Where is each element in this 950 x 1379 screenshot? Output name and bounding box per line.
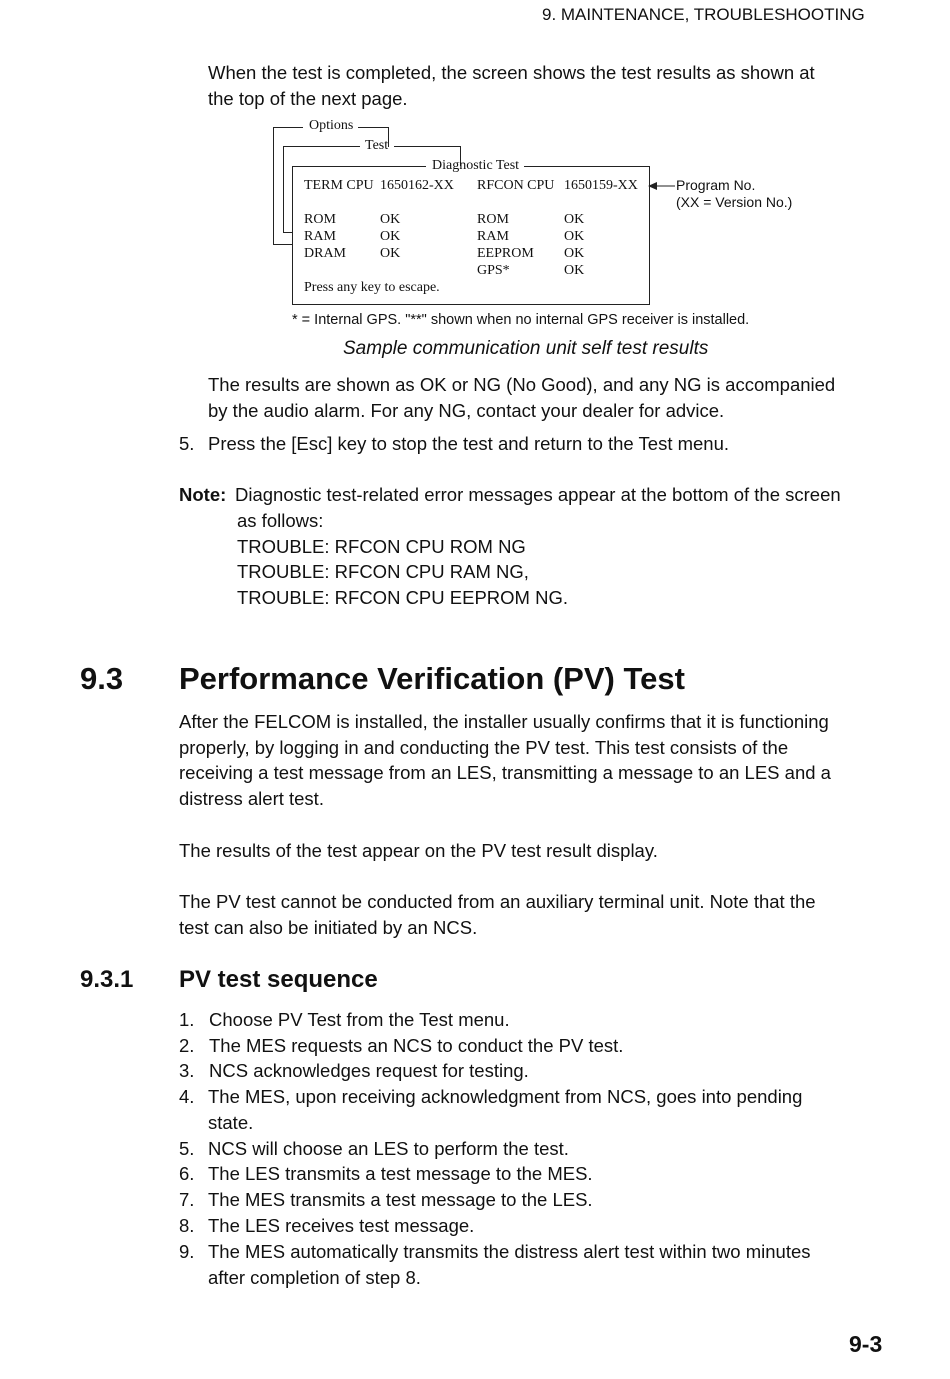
note-label: Note: [179, 484, 227, 505]
list-item-text: after completion of step 8. [208, 1267, 421, 1288]
list-item-text: The LES transmits a test message to the MES. [208, 1163, 593, 1184]
step-text: Press the [Esc] key to stop the test and return to the Test menu. [208, 433, 730, 454]
list-item-text: NCS acknowledges request for testing. [209, 1060, 529, 1081]
left-item-status: OK [380, 229, 401, 244]
subsection-number: 9.3.1 [80, 966, 134, 993]
right-item-status: OK [564, 263, 585, 278]
options-bracket-top [273, 127, 303, 128]
options-bracket-bottom [273, 244, 292, 245]
options-bracket-drop [388, 127, 389, 147]
list-item-text: state. [208, 1112, 254, 1133]
subsection-title: PV test sequence [179, 966, 378, 993]
list-item-text: The LES receives test message. [208, 1215, 475, 1236]
right-item-name: EEPROM [477, 246, 534, 261]
callout-program-no: Program No. [676, 177, 756, 193]
section-para-line: distress alert test. [179, 788, 324, 809]
results-line-2: by the audio alarm. For any NG, contact your dealer for advice. [208, 400, 725, 421]
running-header: 9. MAINTENANCE, TROUBLESHOOTING [542, 5, 865, 24]
box-top-left [292, 166, 426, 167]
note-line: TROUBLE: RFCON CPU EEPROM NG. [237, 587, 568, 608]
page-number: 9-3 [849, 1331, 883, 1357]
list-item-number: 7. [179, 1189, 195, 1210]
term-cpu-label: TERM CPU [304, 178, 374, 193]
diagnostic-title: Diagnostic Test [432, 158, 520, 173]
section-para-3-line: The PV test cannot be conducted from an auxiliary terminal unit. Note that the [179, 891, 816, 912]
list-item-text: The MES, upon receiving acknowledgment from NCS, goes into pending [208, 1086, 803, 1107]
figure-footnote: * = Internal GPS. "**" shown when no internal GPS receiver is installed. [292, 312, 750, 328]
list-item-text: The MES transmits a test message to the LES. [208, 1189, 593, 1210]
list-item-text: The MES automatically transmits the distress alert test within two minutes [208, 1241, 811, 1262]
results-line-1: The results are shown as OK or NG (No Good), and any NG is accompanied [208, 374, 836, 395]
left-item-status: OK [380, 212, 401, 227]
escape-text: Press any key to escape. [304, 280, 440, 295]
options-bracket-top-right [358, 127, 388, 128]
note-line: as follows: [237, 510, 324, 531]
list-item-text: NCS will choose an LES to perform the test. [208, 1138, 569, 1159]
term-cpu-number: 1650162-XX [380, 178, 454, 193]
note-line: TROUBLE: RFCON CPU RAM NG, [237, 561, 529, 582]
figure-caption: Sample communication unit self test results [343, 338, 709, 359]
list-item-number: 3. [179, 1060, 195, 1081]
list-item-text: The MES requests an NCS to conduct the PV test. [209, 1035, 624, 1056]
section-para-line: properly, by logging in and conducting the PV test. This test consists of the [179, 737, 789, 758]
right-item-status: OK [564, 229, 585, 244]
intro-line-1: When the test is completed, the screen shows the test results as shown at [208, 62, 815, 83]
left-item-name: DRAM [304, 246, 347, 261]
test-bracket-vertical [283, 146, 284, 232]
left-item-name: RAM [304, 229, 336, 244]
section-para-2: The results of the test appear on the PV test result display. [179, 840, 658, 861]
list-item-number: 1. [179, 1009, 195, 1030]
test-bracket-top-right [394, 146, 460, 147]
options-label: Options [309, 118, 354, 133]
options-bracket-vertical [273, 127, 274, 244]
rfcon-cpu-label: RFCON CPU [477, 178, 555, 193]
section-title: Performance Verification (PV) Test [179, 661, 685, 696]
section-para-line: receiving a test message from an LES, transmitting a message to an LES and a [179, 762, 831, 783]
left-item-name: ROM [304, 212, 336, 227]
rfcon-cpu-number: 1650159-XX [564, 178, 638, 193]
right-item-name: RAM [477, 229, 509, 244]
list-item-number: 5. [179, 1138, 195, 1159]
note-line: TROUBLE: RFCON CPU ROM NG [237, 536, 526, 557]
intro-line-2: the top of the next page. [208, 88, 408, 109]
callout-version-no: (XX = Version No.) [676, 194, 793, 210]
right-item-name: ROM [477, 212, 509, 227]
step-number: 5. [179, 433, 195, 454]
callout-arrow-icon [648, 180, 676, 192]
section-para-3-line: test can also be initiated by an NCS. [179, 917, 478, 938]
list-item-number: 4. [179, 1086, 195, 1107]
section-number: 9.3 [80, 661, 124, 696]
note-first-line: Diagnostic test-related error messages appear at the bottom of the screen [235, 484, 841, 505]
test-bracket-top [283, 146, 360, 147]
list-item-number: 2. [179, 1035, 195, 1056]
list-item-number: 6. [179, 1163, 195, 1184]
left-item-status: OK [380, 246, 401, 261]
list-item-number: 9. [179, 1241, 195, 1262]
test-label: Test [365, 138, 389, 153]
list-item-number: 8. [179, 1215, 195, 1236]
box-top-right [524, 166, 649, 167]
section-para-line: After the FELCOM is installed, the installer usually confirms that it is functioning [179, 711, 829, 732]
test-bracket-bottom [283, 232, 292, 233]
right-item-status: OK [564, 212, 585, 227]
right-item-name: GPS* [477, 263, 510, 278]
list-item-text: Choose PV Test from the Test menu. [209, 1009, 510, 1030]
right-item-status: OK [564, 246, 585, 261]
